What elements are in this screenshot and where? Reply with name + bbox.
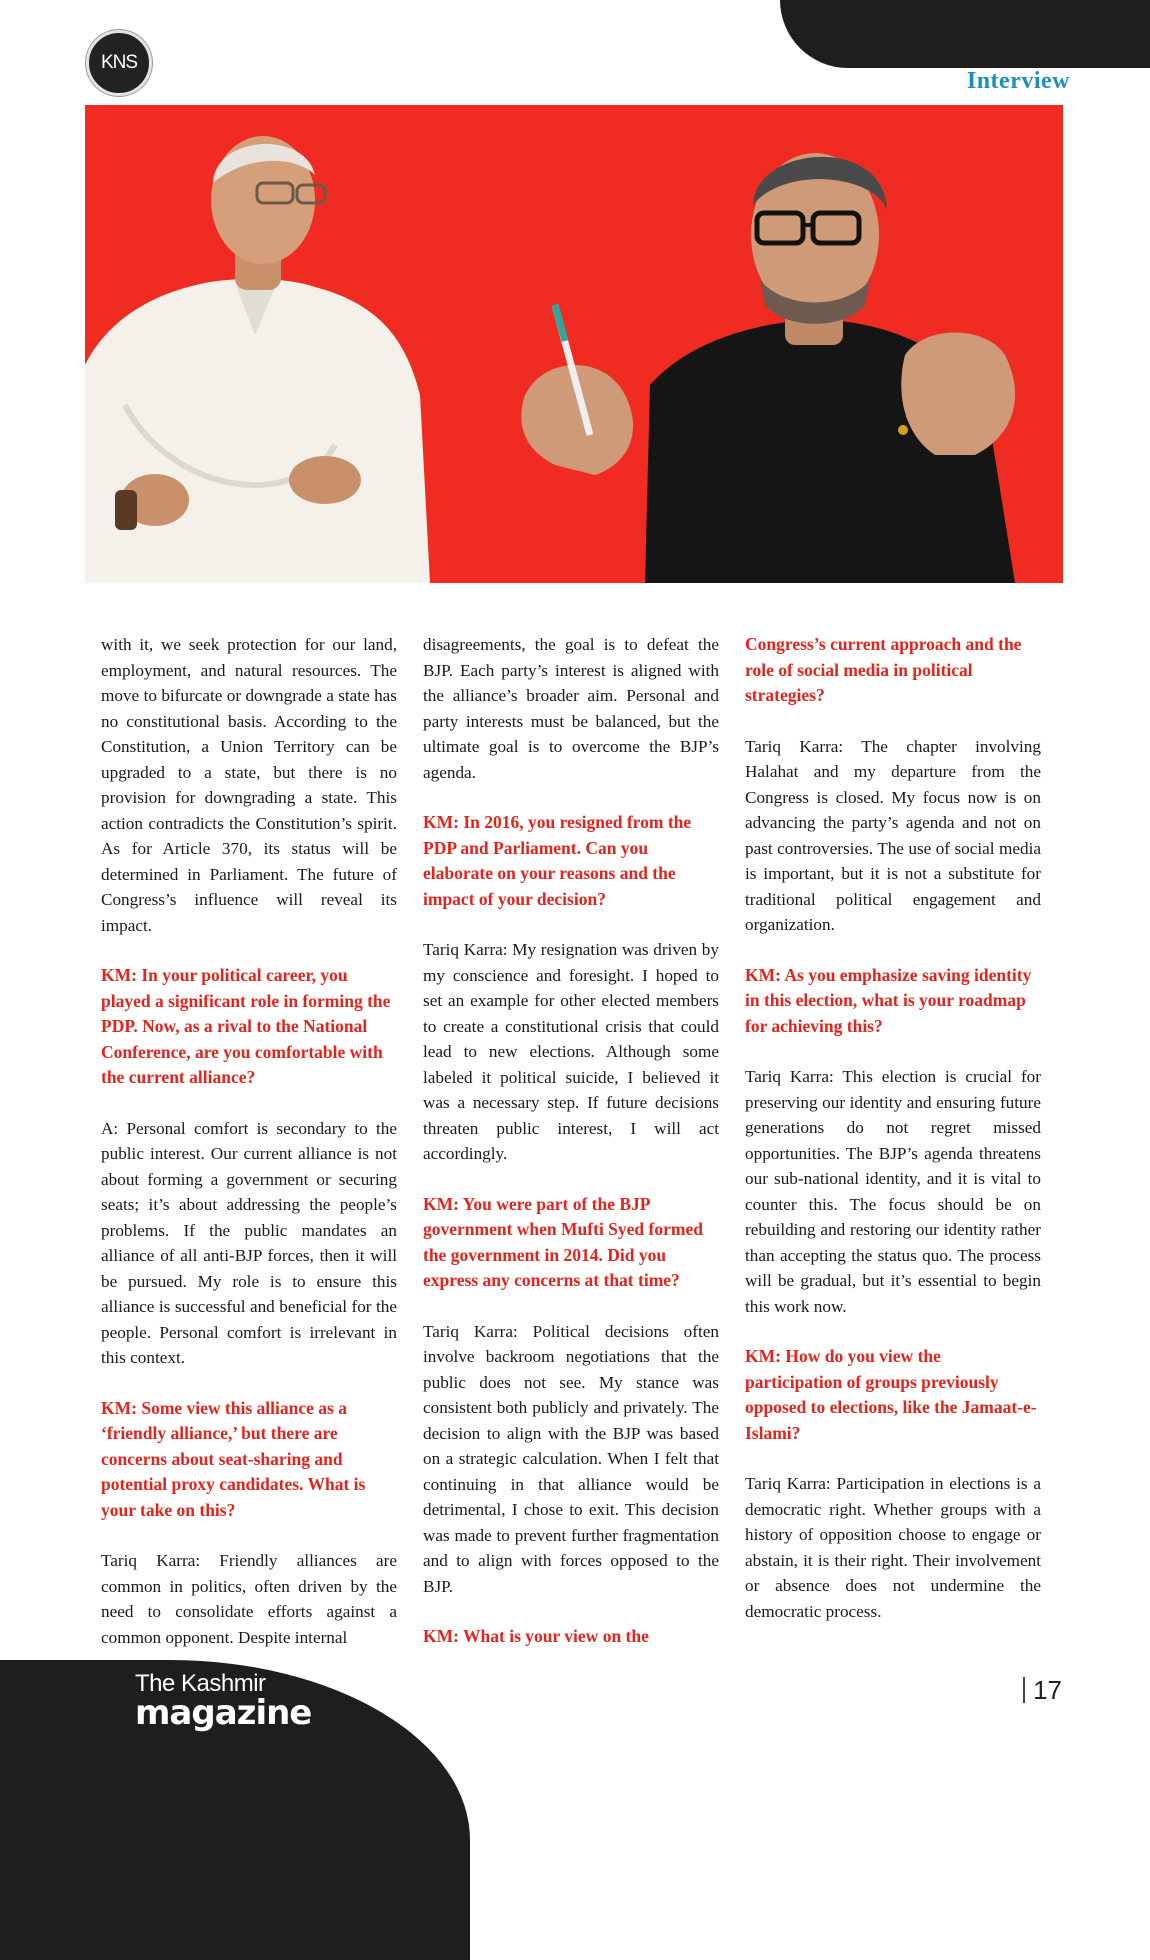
question-heading: KM: You were part of the BJP government when Mufti Syed formed the government in 2014. Did you express any concerns at that time? bbox=[423, 1193, 703, 1290]
answer-paragraph: Tariq Karra: The chapter involving Halahat and my departure from the Congress is closed. My focus now is on advancing the party’s agenda and not on past controversies. The use of social media is important, but it is not a substitute for traditional political engagement and organization. bbox=[745, 736, 1041, 934]
answer-paragraph: A: Personal comfort is secondary to the public interest. Our current alliance is not about forming a government or securing seats; it’s about addressing the people’s problems. If the public mandates an alliance of all anti-BJP forces, then it will be pursued. My role is to ensure this alliance is successful and beneficial for the people. Personal comfort is irrelevant in this context. bbox=[101, 1118, 397, 1367]
magazine-logo-line1: The Kashmir bbox=[135, 1670, 266, 1697]
answer-paragraph: with it, we seek protection for our land, employment, and natural resources. The move to bifurcate or downgrade a state has no constitutional basis. According to the Constitution, a Union Territory can be upgraded to a state, but there is no provision for downgrading a state. This action contradicts the Constitution’s spirit. As for Article 370, its status will be determined in Parliament. The future of Congress’s influence will reveal its impact. bbox=[101, 635, 397, 935]
photo-illustration bbox=[85, 105, 1063, 583]
magazine-logo-line2: magazine bbox=[135, 1693, 312, 1733]
question-heading: KM: Some view this alliance as a ‘friendly alliance,’ but there are concerns about seat-sharing and potential proxy candidates. What is your take on this? bbox=[101, 1397, 366, 1520]
question-heading: KM: How do you view the participation of groups previously opposed to elections, like the Jamaat-e-Islami? bbox=[745, 1346, 1037, 1443]
section-label: Interview bbox=[966, 68, 1070, 94]
question-heading: KM: As you emphasize saving identity in this election, what is your roadmap for achieving this? bbox=[745, 964, 1032, 1036]
answer-paragraph: Tariq Karra: Political decisions often involve backroom negotiations that the public does not see. My stance was consistent both publicly and privately. The decision to align with the BJP was based on a strategic calculation. When I felt that continuing in that alliance would be detrimental, I chose to exit. This decision was made to prevent further fragmentation and to align with forces opposed to the BJP. bbox=[423, 1321, 719, 1596]
answer-paragraph: Tariq Karra: This election is crucial for preserving our identity and ensuring future generations do not regret missed opportunities. The BJP’s agenda threatens our sub-national identity, and it is vital to counter this. The focus should be on rebuilding and restoring our identity rather than accepting the status quo. The process will be gradual, but it’s essential to begin this work now. bbox=[745, 1067, 1041, 1316]
question-heading: KM: In your political career, you played a significant role in forming the PDP. Now, as a rival to the National Conference, are you comfortable with the current alliance? bbox=[101, 965, 391, 1087]
question-heading: Congress’s current approach and the role of social media in political strategies? bbox=[745, 634, 1022, 705]
interview-photo bbox=[85, 105, 1063, 583]
answer-paragraph: Tariq Karra: Friendly alliances are common in politics, often driven by the need to consolidate efforts against a common opponent. Despite internal bbox=[101, 1551, 397, 1647]
column-3 bbox=[745, 632, 1041, 1649]
header-tab bbox=[780, 0, 1150, 68]
column-2 bbox=[423, 632, 719, 1675]
question-heading: KM: What is your view on the bbox=[423, 1626, 649, 1646]
question-heading: KM: In 2016, you resigned from the PDP and Parliament. Can you elaborate on your reasons and the impact of your decision? bbox=[423, 812, 692, 909]
answer-paragraph: Tariq Karra: My resignation was driven by my conscience and foresight. I hoped to set an example for other elected members to create a constitutional crisis that could lead to new elections. Although some labeled it political suicide, I believed it was a necessary step. If future decisions threaten public interest, I will act accordingly. bbox=[423, 940, 719, 1163]
answer-paragraph: Tariq Karra: Participation in elections is a democratic right. Whether groups with a history of opposition choose to engage or abstain, it is their right. Their involvement or absence does not undermine the democratic process. bbox=[745, 1474, 1041, 1621]
answer-paragraph: disagreements, the goal is to defeat the BJP. Each party’s interest is aligned with the alliance’s broader aim. Personal and party interests must be balanced, but the ultimate goal is to overcome the BJP’s agenda. bbox=[423, 635, 719, 782]
column-1 bbox=[101, 632, 397, 1675]
page-number: 17 bbox=[1023, 1677, 1062, 1703]
magazine-logo bbox=[135, 1670, 312, 1733]
kns-logo: KNS bbox=[86, 30, 152, 96]
